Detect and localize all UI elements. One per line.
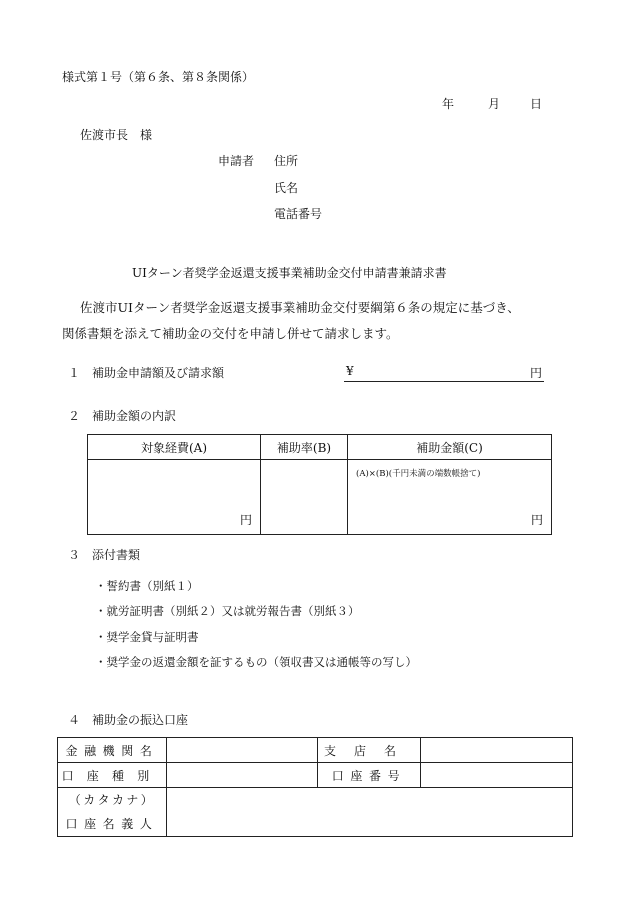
section2-label: 補助金額の内訳 bbox=[92, 409, 177, 423]
addressee: 佐渡市長 様 bbox=[80, 128, 153, 142]
account-holder-label bbox=[58, 788, 167, 837]
section3-label: 添付書類 bbox=[92, 548, 141, 562]
cell-subsidy-amount[interactable] bbox=[348, 460, 552, 535]
account-number-field[interactable] bbox=[421, 763, 573, 788]
attachment-item: ・誓約書（別紙１） bbox=[95, 579, 199, 593]
breakdown-table bbox=[87, 434, 552, 535]
yen-symbol: ¥ bbox=[346, 364, 354, 378]
account-holder-text: 口座名義人 bbox=[65, 817, 159, 831]
bank-account-table bbox=[57, 737, 573, 837]
date-month: 月 bbox=[488, 97, 501, 111]
subsidy-amount-unit: 円 bbox=[530, 513, 543, 527]
bank-name-label: 金融機関名 bbox=[58, 738, 167, 763]
body-line-1: 佐渡市UIターン者奨学金返還支援事業補助金交付要綱第６条の規定に基づき、 bbox=[80, 300, 520, 315]
section4-number: ４ bbox=[68, 713, 81, 727]
cell-target-expense[interactable] bbox=[88, 460, 261, 535]
date-day: 日 bbox=[530, 97, 543, 111]
section4-label: 補助金の振込口座 bbox=[92, 713, 189, 727]
katakana-note: （カタカナ） bbox=[68, 793, 156, 807]
section1-number: １ bbox=[68, 366, 81, 380]
section3-number: ３ bbox=[68, 548, 81, 562]
account-holder-field[interactable] bbox=[167, 788, 573, 837]
form-number: 様式第１号（第６条、第８条関係） bbox=[62, 70, 255, 84]
attachment-item: ・就労証明書（別紙２）又は就労報告書（別紙３） bbox=[95, 604, 360, 618]
attachment-item: ・奨学金の返還金額を証するもの（領収書又は通帳等の写し） bbox=[95, 655, 417, 669]
account-type-label: 口座種別 bbox=[58, 763, 167, 788]
section2-number: ２ bbox=[68, 409, 81, 423]
cell-subsidy-rate[interactable] bbox=[261, 460, 348, 535]
header-target-expense: 対象経費(A) bbox=[88, 435, 261, 460]
amount-underline bbox=[344, 381, 544, 382]
formula-note: (A)×(B)(千円未満の端数帳捨て) bbox=[356, 469, 481, 479]
branch-label: 支店名 bbox=[318, 738, 421, 763]
date-year: 年 bbox=[442, 97, 455, 111]
applicant-phone-label: 電話番号 bbox=[274, 207, 323, 221]
body-line-2: 関係書類を添えて補助金の交付を申請し併せて請求します。 bbox=[62, 326, 399, 341]
account-number-label: 口座番号 bbox=[318, 763, 421, 788]
target-expense-unit: 円 bbox=[239, 513, 252, 527]
applicant-name-label: 氏名 bbox=[274, 181, 299, 195]
account-type-field[interactable] bbox=[167, 763, 318, 788]
document-title: UIターン者奨学金返還支援事業補助金交付申請書兼請求書 bbox=[132, 266, 447, 280]
section1-unit: 円 bbox=[530, 366, 543, 380]
attachment-item: ・奨学金貸与証明書 bbox=[95, 630, 199, 644]
applicant-address-label: 住所 bbox=[274, 154, 299, 168]
branch-field[interactable] bbox=[421, 738, 573, 763]
section1-label: 補助金申請額及び請求額 bbox=[92, 366, 225, 380]
applicant-label: 申請者 bbox=[218, 154, 255, 168]
bank-name-field[interactable] bbox=[167, 738, 318, 763]
header-subsidy-amount: 補助金額(C) bbox=[348, 435, 552, 460]
header-subsidy-rate: 補助率(B) bbox=[261, 435, 348, 460]
